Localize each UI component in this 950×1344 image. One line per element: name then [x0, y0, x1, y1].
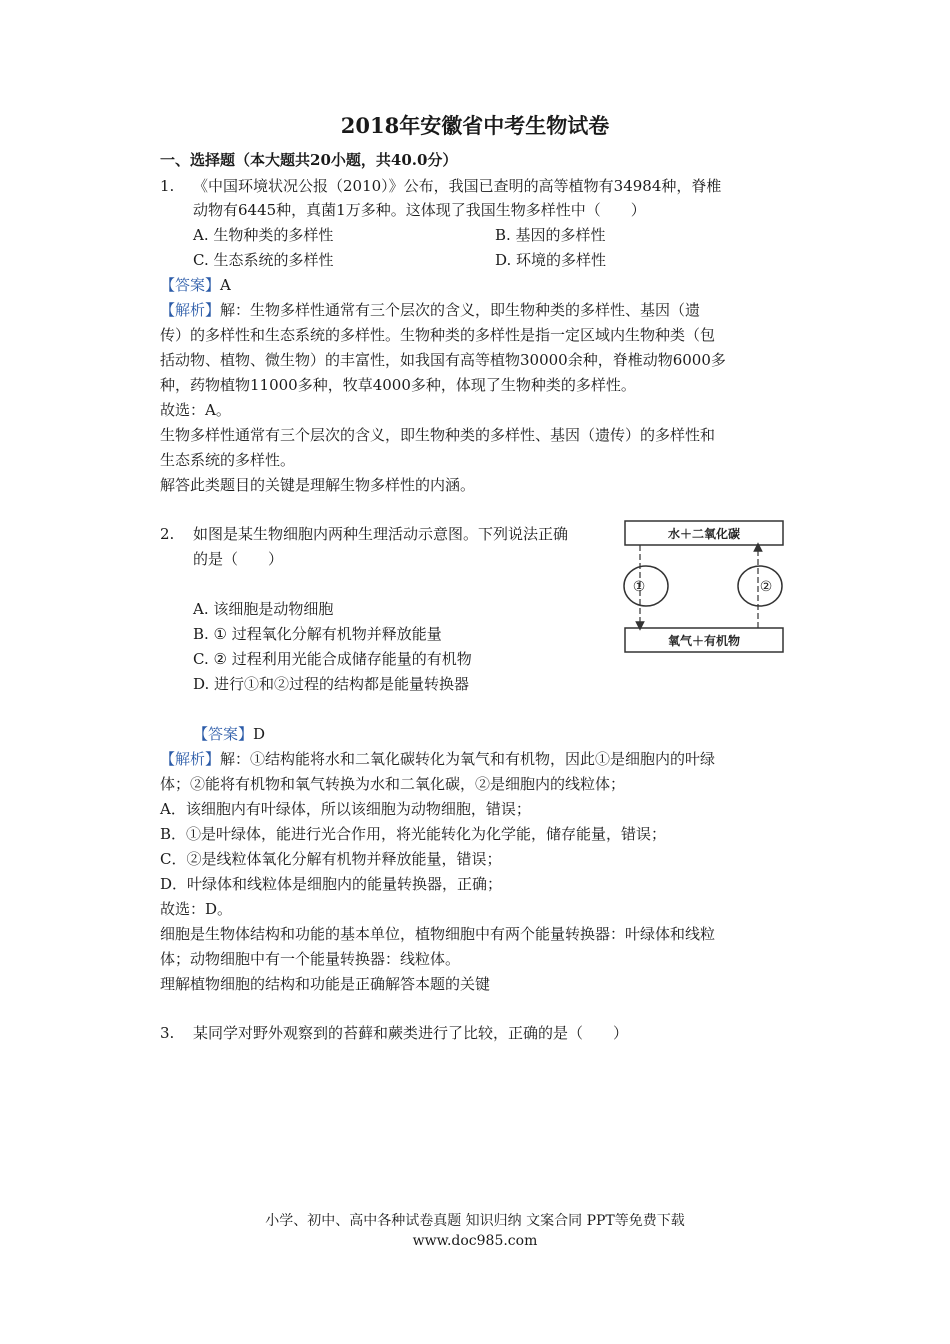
q1-note-line1: 生物多样性通常有三个层次的含义，即生物种类的多样性、基因（遗传）的多样性和 [160, 426, 716, 444]
label-2: ② [759, 579, 773, 595]
q1-stem-line2: 动物有6445种，真菌1万多种。这体现了我国生物多样性中（ ） [193, 201, 646, 219]
q1-choice: 故选：A。 [160, 401, 231, 419]
q3-number: 3. [160, 1024, 175, 1042]
page-title: 2018年安徽省中考生物试卷 [340, 113, 610, 138]
q2-analysis-c: C．②是线粒体氧化分解有机物并释放能量，错误； [160, 850, 502, 868]
q2-stem-line2: 的是（ ） [193, 550, 284, 568]
analysis-tag: 【解析】 [160, 301, 221, 319]
q1-analysis-line4: 种，药物植物11000多种，牧草4000多种，体现了生物种类的多样性。 [160, 376, 636, 394]
q2-option-a: A. 该细胞是动物细胞 [193, 600, 334, 618]
answer-tag: 【答案】 [193, 725, 254, 743]
top-box-label: 水＋二氧化碳 [667, 527, 741, 541]
q3-stem-line1: 某同学对野外观察到的苔藓和蕨类进行了比较，正确的是（ ） [193, 1024, 629, 1042]
analysis-tag: 【解析】 [160, 750, 221, 768]
q1-option-a: A. 生物种类的多样性 [193, 226, 334, 244]
q2-analysis-line1 [160, 747, 715, 771]
answer-value: D [253, 725, 266, 743]
q2-number: 2. [160, 525, 175, 543]
section-heading: 一、选择题（本大题共20小题，共40.0分） [160, 151, 458, 169]
q1-stem-line1: 《中国环境状况公报（2010）》公布，我国已查明的高等植物有34984种，脊椎 [193, 177, 722, 195]
q2-analysis-b: B．①是叶绿体，能进行光合作用，将光能转化为化学能，储存能量，错误； [160, 825, 667, 843]
bottom-box-label: 氧气＋有机物 [667, 634, 741, 648]
q1-analysis-line2: 传）的多样性和生态系统的多样性。生物种类的多样性是指一定区域内生物种类（包 [160, 326, 716, 344]
q2-stem-line1: 如图是某生物细胞内两种生理活动示意图。下列说法正确 [193, 525, 569, 543]
q1-answer [160, 273, 231, 297]
q2-key: 理解植物细胞的结构和功能是正确解答本题的关键 [160, 975, 491, 993]
footer-line1: 小学、初中、高中各种试卷真题 知识归纳 文案合同 PPT等免费下载 [265, 1213, 685, 1229]
q2-option-b: B. ① 过程氧化分解有机物并释放能量 [193, 625, 442, 643]
q1-analysis-line3: 括动物、植物、微生物）的丰富性，如我国有高等植物30000余种，脊椎动物6000多 [160, 351, 726, 369]
q2-analysis-line2: 体；②能将有机物和氧气转换为水和二氧化碳，②是细胞内的线粒体； [160, 775, 626, 793]
answer-tag: 【答案】 [160, 276, 221, 294]
q2-answer [193, 722, 265, 746]
q1-analysis-line1 [160, 298, 700, 322]
q2-option-c: C. ② 过程利用光能合成储存能量的有机物 [193, 650, 472, 668]
label-1: ① [632, 579, 646, 595]
q2-note-line1: 细胞是生物体结构和功能的基本单位，植物细胞中有两个能量转换器：叶绿体和线粒 [160, 925, 716, 943]
q2-analysis-a: A．该细胞内有叶绿体，所以该细胞为动物细胞，错误； [160, 800, 531, 818]
q1-option-b: B. 基因的多样性 [495, 226, 606, 244]
q2-analysis-d: D．叶绿体和线粒体是细胞内的能量转换器，正确； [160, 875, 503, 893]
q2-note-line2: 体；动物细胞中有一个能量转换器：线粒体。 [160, 950, 461, 968]
analysis-text: 解：①结构能将水和二氧化碳转化为氧气和有机物，因此①是细胞内的叶绿 [220, 750, 716, 768]
analysis-text: 解：生物多样性通常有三个层次的含义，即生物种类的多样性、基因（遗 [220, 301, 701, 319]
answer-value: A [220, 276, 231, 294]
footer-link[interactable]: www.doc985.com [412, 1233, 538, 1249]
q1-note-line2: 生态系统的多样性。 [160, 451, 296, 469]
q2-choice: 故选：D。 [160, 900, 233, 918]
organelle-1 [624, 566, 668, 606]
cell-process-diagram [622, 518, 786, 654]
q1-option-c: C. 生态系统的多样性 [193, 251, 334, 269]
q2-option-d: D. 进行①和②过程的结构都是能量转换器 [193, 675, 470, 693]
q1-number: 1. [160, 177, 175, 195]
q1-option-d: D. 环境的多样性 [495, 251, 607, 269]
q1-key: 解答此类题目的关键是理解生物多样性的内涵。 [160, 476, 476, 494]
